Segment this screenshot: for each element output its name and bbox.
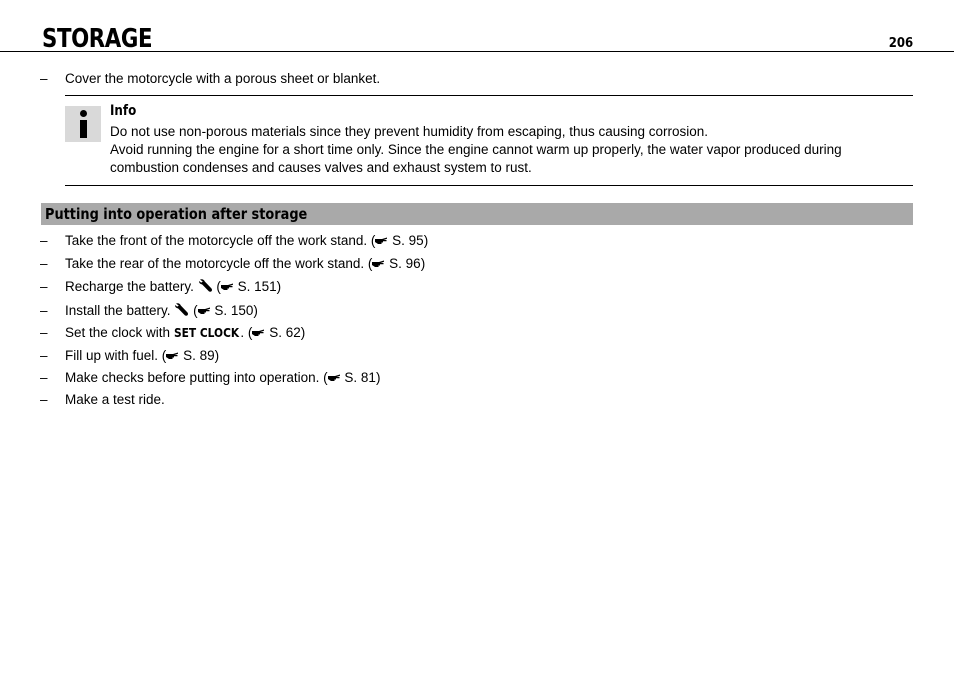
wrench-icon [174, 302, 189, 321]
info-text [110, 123, 910, 177]
page-reference-link[interactable]: S. 96 [389, 256, 421, 271]
step-text: Make checks before putting into operation. ( [65, 370, 328, 385]
list-item: – Set the clock with SET CLOCK. ( S. 62) [40, 325, 306, 340]
step-text: Cover the motorcycle with a porous sheet or blanket. [65, 71, 381, 86]
list-item: – Make checks before putting into operation. ( S. 81) [40, 370, 381, 385]
page-reference-link[interactable]: S. 150 [214, 303, 254, 318]
pointing-hand-icon [221, 279, 234, 296]
step-text: Make a test ride. [65, 392, 165, 407]
list-item: – Make a test ride. [40, 392, 165, 407]
info-line: Avoid running the engine for a short time only. Since the engine cannot warm up properly, the water vapor produced during [110, 142, 842, 157]
pointing-hand-icon [375, 233, 388, 250]
info-title: Info [110, 103, 137, 119]
list-item: – Take the front of the motorcycle off the work stand. ( S. 95) [40, 233, 429, 248]
list-item: – Fill up with fuel. ( S. 89) [40, 348, 220, 363]
list-item: – Take the rear of the motorcycle off the work stand. ( S. 96) [40, 256, 426, 271]
page-reference-link[interactable]: S. 151 [237, 279, 277, 294]
info-line: Do not use non-porous materials since they prevent humidity from escaping, thus causing corrosion. [110, 124, 709, 139]
section-heading [41, 203, 913, 225]
page-title: STORAGE [42, 24, 153, 54]
page-reference-link[interactable]: S. 62 [269, 325, 301, 340]
step-dash: – [40, 71, 48, 86]
page-header [0, 0, 954, 52]
page-reference-link[interactable]: S. 95 [392, 233, 424, 248]
step-text: Set the clock with [65, 325, 174, 340]
page-reference-link[interactable]: S. 81 [344, 370, 376, 385]
list-item: – Recharge the battery. ( S. 151) [40, 278, 281, 297]
pointing-hand-icon [252, 325, 265, 342]
step-text: Install the battery. [65, 303, 175, 318]
wrench-icon [198, 278, 213, 297]
step-text: Take the rear of the motorcycle off the work stand. ( [65, 256, 373, 271]
pointing-hand-icon [328, 370, 341, 387]
step-text: Recharge the battery. [65, 279, 198, 294]
step-text: Take the front of the motorcycle off the work stand. ( [65, 233, 376, 248]
pointing-hand-icon [198, 303, 211, 320]
step-text: Fill up with fuel. ( [65, 348, 167, 363]
display-term: SET CLOCK [173, 325, 239, 340]
intro-step [40, 70, 380, 87]
list-item: – Install the battery. ( S. 150) [40, 302, 258, 321]
page-reference-link[interactable]: S. 89 [183, 348, 215, 363]
info-line: combustion condenses and causes valves and exhaust system to rust. [110, 160, 532, 175]
info-box [65, 95, 913, 186]
pointing-hand-icon [372, 256, 385, 273]
info-icon [65, 106, 101, 142]
pointing-hand-icon [166, 348, 179, 365]
page-number: 206 [888, 36, 913, 51]
section-heading-text: Putting into operation after storage [45, 205, 308, 223]
